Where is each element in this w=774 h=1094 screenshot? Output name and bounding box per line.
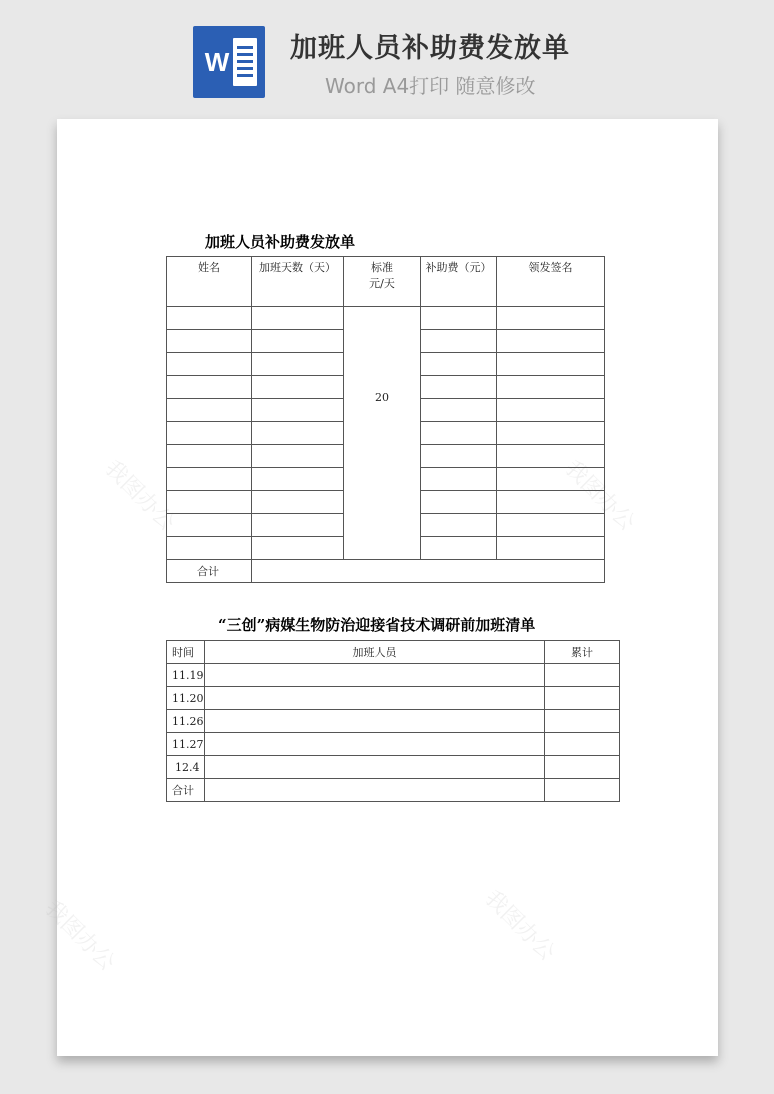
table-cell[interactable]: [167, 537, 252, 560]
table-cell[interactable]: [421, 491, 497, 514]
table-cell[interactable]: [497, 330, 605, 353]
table-cell[interactable]: [497, 514, 605, 537]
table-cell[interactable]: [205, 710, 545, 733]
header-cell-name: 姓名: [167, 257, 252, 307]
date-cell: 11.19: [167, 664, 205, 687]
table-cell[interactable]: [421, 353, 497, 376]
table-cell[interactable]: [205, 779, 545, 802]
standard-value-cell: 20: [344, 307, 421, 560]
table-cell[interactable]: [252, 445, 344, 468]
table-cell[interactable]: [545, 756, 620, 779]
table-cell[interactable]: [205, 733, 545, 756]
table-cell[interactable]: [167, 514, 252, 537]
table-cell[interactable]: [497, 399, 605, 422]
table-cell[interactable]: [252, 376, 344, 399]
table-row: [167, 664, 620, 687]
header-cell-standard: 标准 元/天: [344, 257, 421, 307]
table-cell[interactable]: [252, 491, 344, 514]
header-cell-days: 加班天数（天）: [252, 257, 344, 307]
document-page: [39, 119, 718, 1056]
table-header-row: [167, 257, 605, 307]
preview-header: [0, 0, 774, 110]
table-row: [167, 687, 620, 710]
table-cell[interactable]: [205, 664, 545, 687]
table-cell[interactable]: [545, 664, 620, 687]
table-cell[interactable]: [167, 307, 252, 330]
table-cell[interactable]: [167, 468, 252, 491]
table-row: [167, 710, 620, 733]
total-label: 合计: [167, 779, 205, 802]
table-header-row: [167, 641, 620, 664]
table-cell[interactable]: [421, 376, 497, 399]
word-icon-page: [233, 38, 257, 86]
date-cell: 11.20: [167, 687, 205, 710]
header-cell-signature: 领发签名: [497, 257, 605, 307]
table-cell[interactable]: [252, 514, 344, 537]
total-row: [167, 560, 605, 583]
table1-title: 加班人员补助费发放单: [205, 233, 356, 251]
table-row: [167, 733, 620, 756]
overtime-list-table: [166, 640, 620, 802]
date-cell: 11.27: [167, 733, 205, 756]
table-cell[interactable]: [545, 779, 620, 802]
total-row: [167, 779, 620, 802]
watermark: 我图办公: [39, 895, 120, 976]
subsidy-table: [166, 256, 605, 583]
table-cell[interactable]: [167, 445, 252, 468]
table-cell[interactable]: [167, 399, 252, 422]
table-cell[interactable]: [497, 353, 605, 376]
table-cell[interactable]: [252, 330, 344, 353]
table-cell[interactable]: [545, 733, 620, 756]
table-cell[interactable]: [167, 330, 252, 353]
table-cell[interactable]: [205, 756, 545, 779]
table-cell[interactable]: [497, 422, 605, 445]
table-cell[interactable]: [421, 445, 497, 468]
table-cell[interactable]: [497, 307, 605, 330]
table-cell[interactable]: [421, 307, 497, 330]
total-label: 合计: [167, 560, 252, 583]
table-cell[interactable]: [252, 422, 344, 445]
table-cell[interactable]: [167, 376, 252, 399]
header-subtitle: Word A4打印 随意修改: [325, 74, 536, 98]
table-cell[interactable]: [252, 307, 344, 330]
table-cell[interactable]: [421, 399, 497, 422]
header-title: 加班人员补助费发放单: [290, 33, 570, 64]
header-cell-staff: 加班人员: [205, 641, 545, 664]
table-cell[interactable]: [497, 491, 605, 514]
table-cell[interactable]: [421, 514, 497, 537]
table-row: [167, 756, 620, 779]
table-cell[interactable]: [167, 353, 252, 376]
table-cell[interactable]: [545, 710, 620, 733]
table-cell[interactable]: [545, 687, 620, 710]
header-cell-subsidy: 补助费（元）: [421, 257, 497, 307]
table-cell[interactable]: [421, 422, 497, 445]
table-cell[interactable]: [252, 353, 344, 376]
date-cell: 11.26: [167, 710, 205, 733]
table-cell[interactable]: [497, 537, 605, 560]
table-cell[interactable]: [252, 468, 344, 491]
table-cell[interactable]: [252, 399, 344, 422]
table-cell[interactable]: [497, 376, 605, 399]
table-cell[interactable]: [252, 537, 344, 560]
table-cell[interactable]: [497, 468, 605, 491]
table-row: [167, 307, 605, 330]
watermark: 我图办公: [99, 455, 180, 536]
table-cell[interactable]: [421, 330, 497, 353]
table2-title: “三创”病媒生物防治迎接省技术调研前加班清单: [218, 616, 536, 634]
table-cell[interactable]: [167, 422, 252, 445]
total-value-cell[interactable]: [252, 560, 605, 583]
table-cell[interactable]: [421, 537, 497, 560]
header-cell-time: 时间: [167, 641, 205, 664]
header-cell-cumulative: 累计: [545, 641, 620, 664]
table-cell[interactable]: [497, 445, 605, 468]
word-icon-letter: W: [204, 47, 230, 77]
table-cell[interactable]: [421, 468, 497, 491]
watermark: 我图办公: [559, 455, 640, 536]
watermark: 我图办公: [479, 885, 560, 966]
table-cell[interactable]: [205, 687, 545, 710]
word-icon: [193, 26, 265, 98]
table-cell[interactable]: [167, 491, 252, 514]
date-cell: 12.4: [167, 756, 205, 779]
